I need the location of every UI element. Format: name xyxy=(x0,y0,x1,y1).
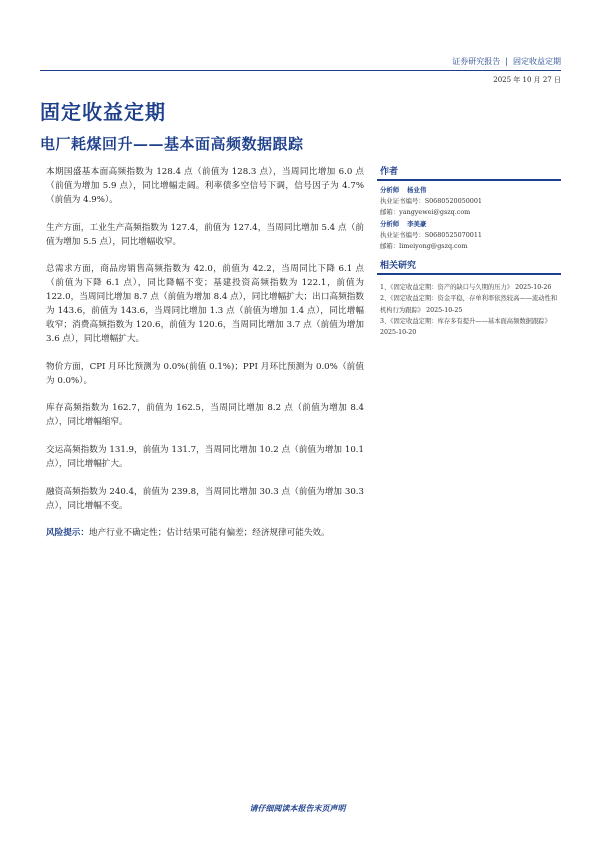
disclaimer-footer: 请仔细阅读本报告末页声明 xyxy=(249,803,346,813)
category-separator: | xyxy=(505,57,508,66)
related-research-item[interactable]: 1、《固定收益定期：资产的缺口与久期的压力》 2025-10-26 xyxy=(380,284,552,292)
risk-text: 地产行业不确定性；估计结果可能有偏差；经济规律可能失效。 xyxy=(88,528,330,539)
analyst-card xyxy=(377,185,561,252)
inventory-paragraph: 库存高频指数为 162.7，前值为 162.5，当周同比增加 8.2 点（前值为增加 8.4 点），同比增幅缩窄。 xyxy=(46,403,364,428)
analyst-name: 杨业伟 xyxy=(407,186,427,194)
report-category xyxy=(452,56,561,67)
header-rule xyxy=(40,70,561,71)
risk-warning xyxy=(46,527,364,541)
financing-paragraph: 融资高频指数为 240.4，前值为 239.8，当周同比增加 30.3 点（前值为增加 30.3 点），同比增幅不变。 xyxy=(46,486,364,511)
sidebar xyxy=(377,164,561,338)
email-label: 邮箱： xyxy=(380,208,400,217)
demand-paragraph: 总需求方面，商品房销售高频指数为 42.0，前值为 42.2，当周同比下降 6.1 点（前值为下降 6.1 点），同比降幅不变；基建投资高频指数为 122.1，前值为 122.0，当周同比增加 8.7 点（前值为增加 8.4 点），同比增幅扩大；出口高频指数为 143.6，前值为 143.6，当周同比增加 1.3 点（前值为增加 1.4 点），同比增幅收窄；消费高频指数为 120.6，前值为 120.6，当周同比增加 3.7 点（前值为增加 3.6 点），同比增幅扩大。 xyxy=(46,264,364,344)
transport-paragraph: 交运高频指数为 131.9，前值为 131.7，当周同比增加 10.2 点（前值为增加 10.1 点），同比增幅扩大。 xyxy=(46,445,364,469)
prices-paragraph: 物价方面，CPI 月环比预测为 0.0%(前值 0.1%)；PPI 月环比预测为 0.0%（前值为 0.0%）。 xyxy=(46,361,364,386)
license-label: 执业证书编号： xyxy=(380,230,425,239)
analyst-email-link[interactable]: yangyewei@gszq.com xyxy=(399,208,471,217)
production-paragraph: 生产方面，工业生产高频指数为 127.4，前值为 127.4，当周同比增加 5.4 点（前值为增加 5.5 点），同比增幅收窄。 xyxy=(46,222,364,247)
risk-label: 风险提示： xyxy=(46,528,89,539)
email-line xyxy=(380,241,558,252)
related-research-item[interactable]: 2、《固定收益定期：资金平稳，存单利率依然较高——流动性和机构行为跟踪》 2025-10-25 xyxy=(380,295,558,314)
analyst-role-line xyxy=(380,219,558,230)
related-research-heading: 相关研究 xyxy=(377,258,561,275)
analyst-role: 分析师 xyxy=(380,219,400,228)
authors-heading: 作者 xyxy=(377,164,561,181)
license-line xyxy=(380,230,558,241)
subcategory-label: 固定收益定期 xyxy=(513,57,561,66)
related-research-list xyxy=(377,282,561,338)
email-label: 邮箱： xyxy=(380,242,400,251)
license-number: S0680525070011 xyxy=(424,230,482,239)
related-research-item[interactable]: 3、《固定收益定期：库存多有提升——基本面高频数据跟踪》 2025-10-20 xyxy=(380,317,551,337)
license-line xyxy=(380,196,558,207)
analyst-name: 李美豪 xyxy=(407,219,427,228)
report-date: 2025 年 10 月 27 日 xyxy=(493,76,561,84)
analyst-email-link[interactable]: limeiyong@gszq.com xyxy=(399,242,468,251)
page-title: 固定收益定期 xyxy=(40,100,166,124)
analyst-role: 分析师 xyxy=(380,186,400,194)
analyst-role-line xyxy=(380,185,558,196)
license-number: S0680520050001 xyxy=(424,197,482,206)
report-subtitle: 电厂耗煤回升——基本面高频数据跟踪 xyxy=(40,135,304,153)
license-label: 执业证书编号： xyxy=(380,197,425,206)
summary-paragraph: 本期国盛基本面高频指数为 128.4 点（前值为 128.3 点），当周同比增加 6.0 点（前值为增加 5.9 点），同比增幅走阔。利率债多空信号下调，信号因子为 4.7%（前值为 4.9%）。 xyxy=(46,167,364,205)
report-body xyxy=(46,166,364,555)
category-label: 证券研究报告 xyxy=(452,57,501,66)
email-line xyxy=(380,207,558,218)
